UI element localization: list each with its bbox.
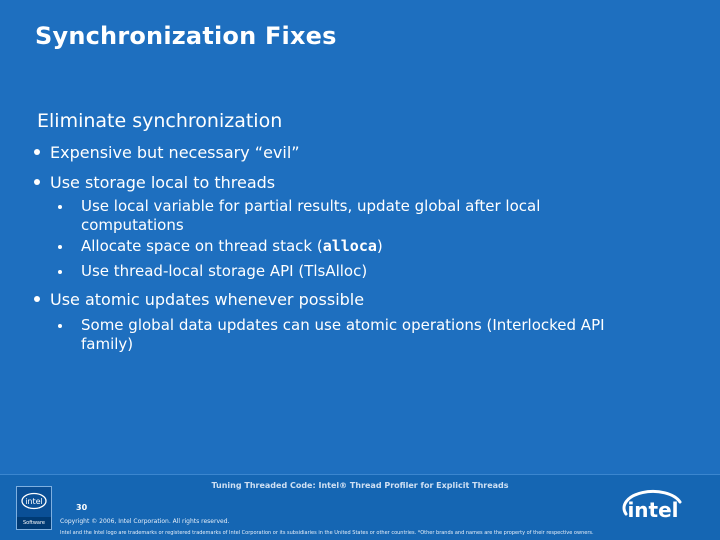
- sub-bullet-text-end: ): [376, 237, 383, 255]
- sub-bullet-dot-icon: [58, 205, 62, 209]
- bullet-text: Use storage local to threads: [50, 173, 276, 192]
- sub-bullet-item: [58, 316, 658, 354]
- bullet-item: [34, 143, 300, 162]
- bullet-dot-icon: [34, 179, 40, 185]
- sub-bullet-text-continued: family): [81, 335, 134, 353]
- bullet-dot-icon: [34, 149, 40, 155]
- footer-divider: [0, 474, 720, 475]
- badge-label: Software: [17, 517, 51, 529]
- slide-heading: Eliminate synchronization: [37, 110, 283, 132]
- page-number: 30: [76, 503, 88, 512]
- bullet-item: [34, 290, 364, 309]
- footer-title: Tuning Threaded Code: Intel® Thread Profiler for Explicit Threads: [211, 481, 509, 490]
- intel-logo-icon: [620, 488, 686, 528]
- sub-bullet-text: Some global data updates can use atomic operations (Interlocked API: [81, 316, 605, 334]
- bullet-text: Expensive but necessary “evil”: [50, 143, 300, 162]
- slide-title: Synchronization Fixes: [35, 22, 337, 50]
- sub-bullet-dot-icon: [58, 324, 62, 328]
- code-text: alloca: [322, 237, 377, 255]
- legal-text: Intel and the Intel logo are trademarks or registered trademarks of Intel Corporation or its subsidiaries in the United States or other countries. *Other brands and names are the property of their respective owners.: [60, 530, 594, 536]
- sub-bullet-text: Allocate space on thread stack (: [81, 237, 323, 255]
- sub-bullet-dot-icon: [58, 270, 62, 274]
- sub-bullet-text: Use local variable for partial results, update global after local: [81, 197, 541, 215]
- svg-text:intel: intel: [25, 497, 43, 506]
- bullet-item: [34, 173, 275, 192]
- sub-bullet-dot-icon: [58, 245, 62, 249]
- bullet-text: Use atomic updates whenever possible: [50, 290, 365, 309]
- svg-text:intel: intel: [627, 498, 679, 522]
- sub-bullet-text: Use thread-local storage API (TlsAlloc): [81, 262, 368, 280]
- sub-bullet-item: [58, 262, 658, 281]
- sub-bullet-text-continued: computations: [81, 216, 184, 234]
- sub-bullet-item: [58, 237, 658, 256]
- intel-badge-logo-icon: [17, 487, 51, 515]
- sub-bullet-item: [58, 197, 658, 235]
- intel-software-badge: [16, 486, 52, 530]
- copyright-text: Copyright © 2006, Intel Corporation. All rights reserved.: [60, 518, 230, 525]
- bullet-dot-icon: [34, 296, 40, 302]
